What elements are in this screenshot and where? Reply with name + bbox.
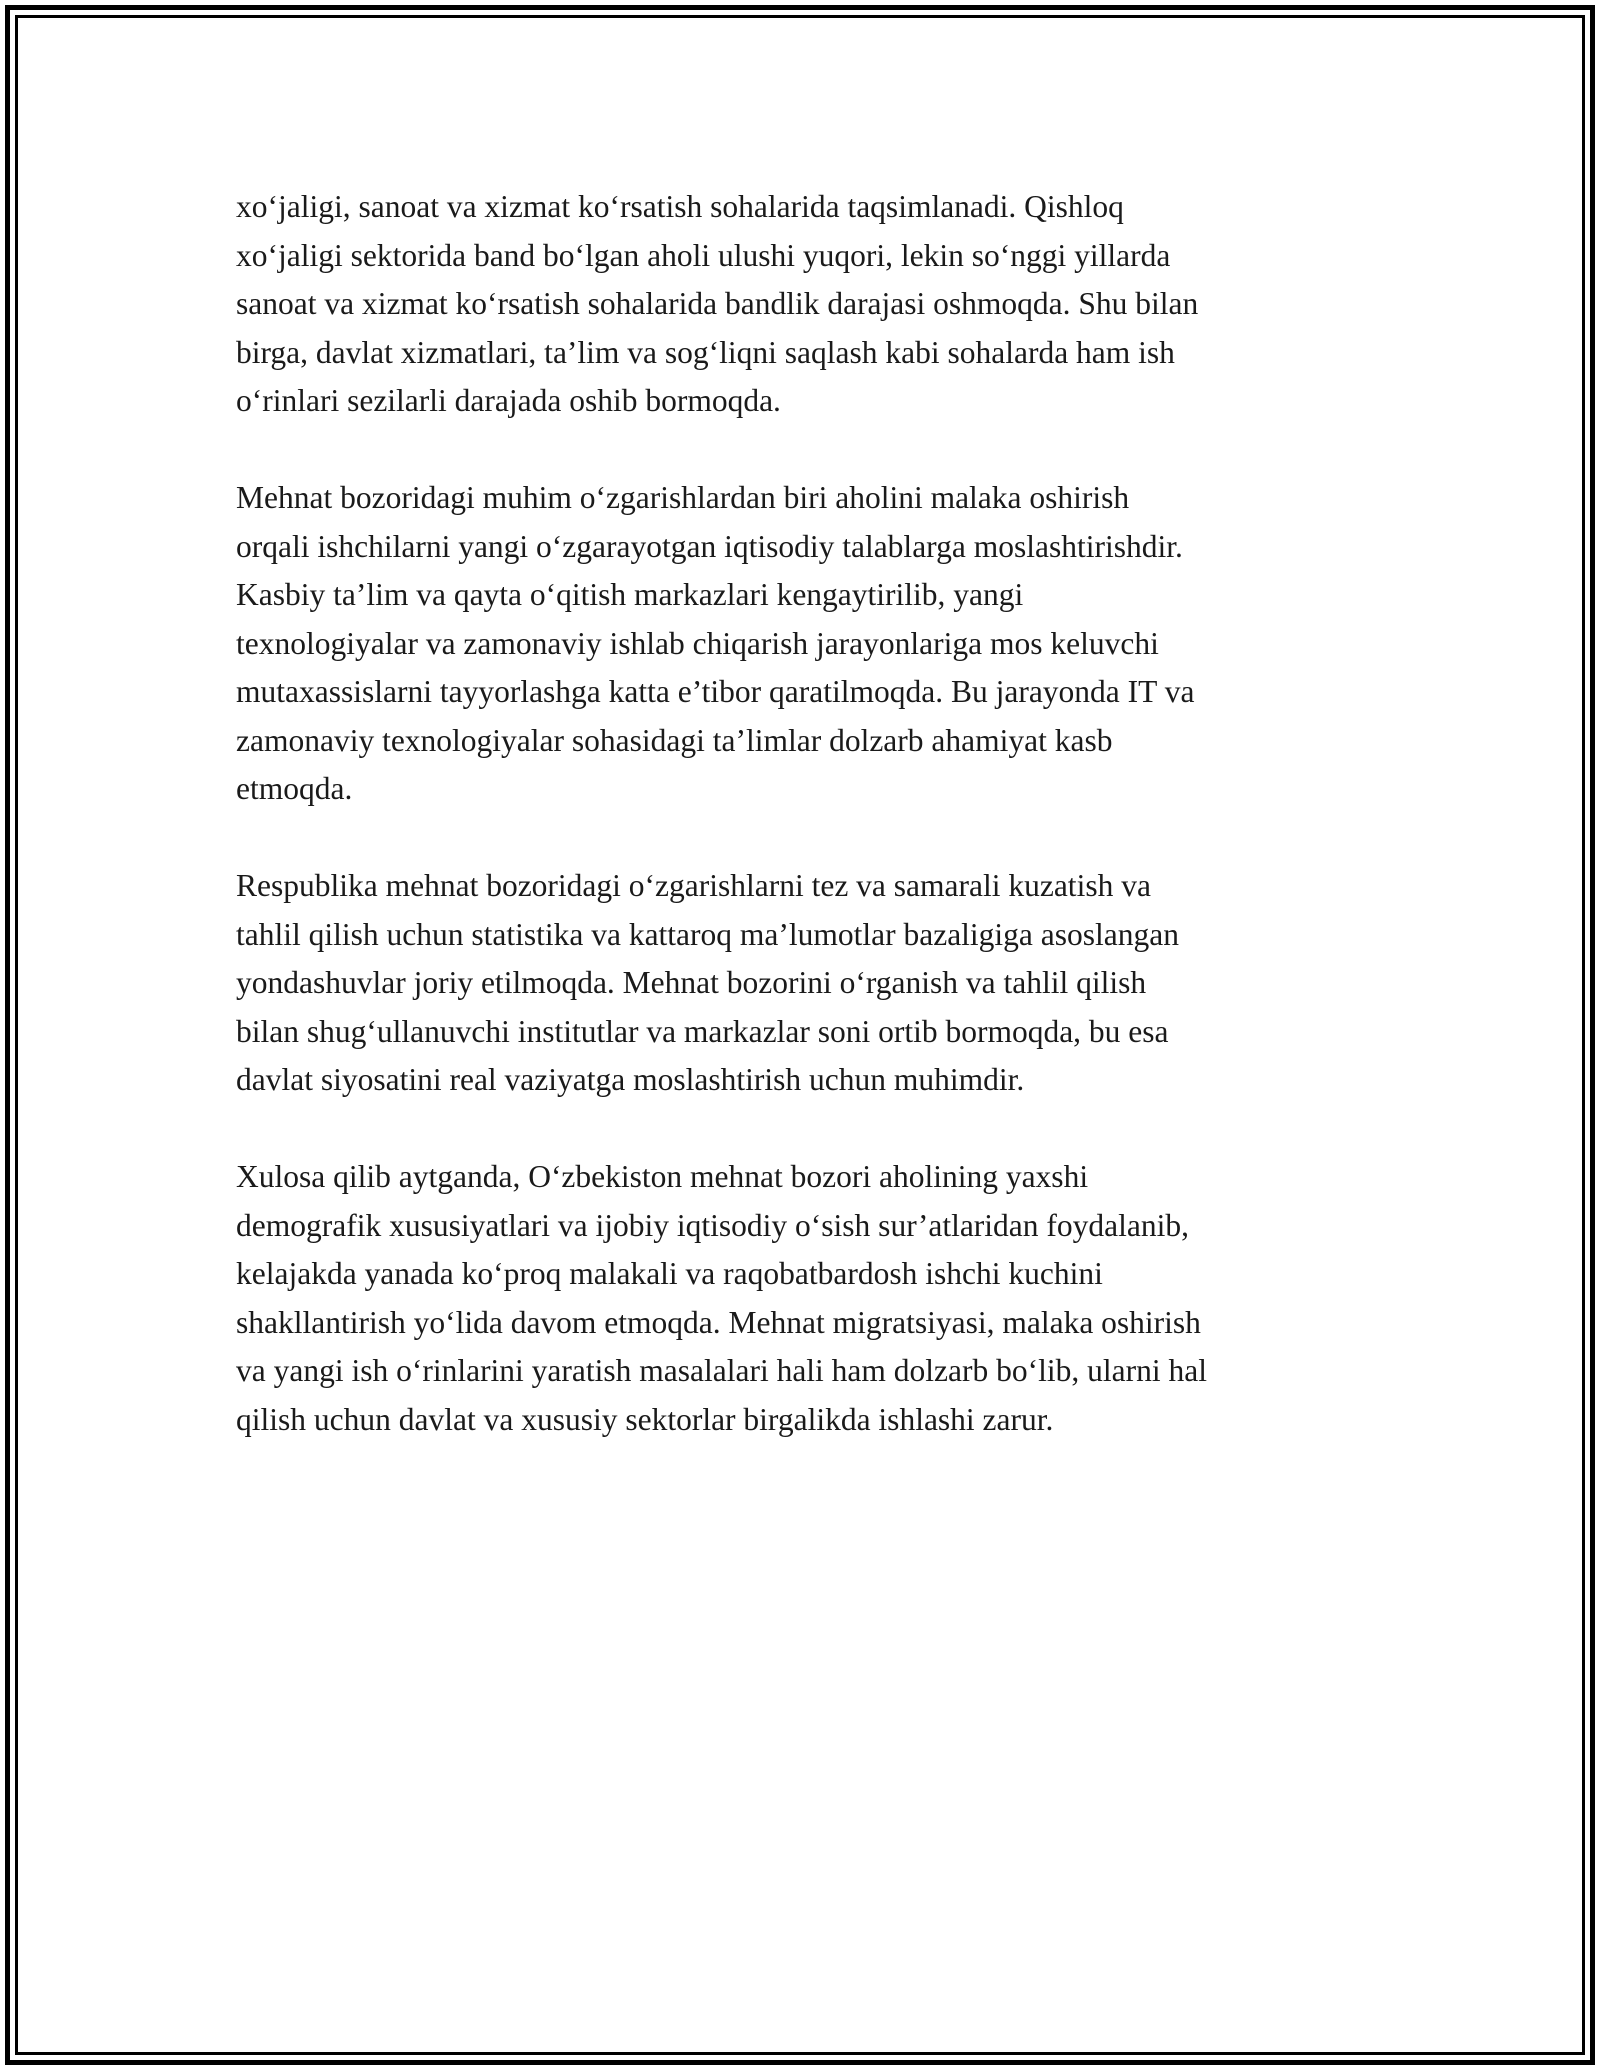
paragraph-conclusion: Xulosa qilib aytganda, O‘zbekiston mehnat bozori aholining yaxshi demografik xususiyatlari va ijobiy iqtisodiy o‘sish sur’atlaridan foydalanib, kelajakda yanada ko‘proq malakali va raqobatbardosh ishchi kuchini shakllantirish yo‘lida davom etmoqda. Mehnat migratsiyasi, malaka oshirish va yangi ish o‘rinlarini yaratish masalalari hali ham dolzarb bo‘lib, ularni hal qilish uchun davlat va xususiy sektorlar birgalikda ishlashi zarur. xyxy=(236,1159,1207,1437)
document-body xyxy=(236,183,1376,1493)
paragraph-sector-distribution: xo‘jaligi, sanoat va xizmat ko‘rsatish sohalarida taqsimlanadi. Qishloq xo‘jaligi sektorida band bo‘lgan aholi ulushi yuqori, lekin so‘nggi yillarda sanoat va xizmat ko‘rsatish sohalarida bandlik darajasi oshmoqda. Shu bilan birga, davlat xizmatlari, ta’lim va sog‘liqni saqlash kabi sohalarda ham ish o‘rinlari sezilarli darajada oshib bormoqda. xyxy=(236,189,1199,418)
paragraph-skills-training: Mehnat bozoridagi muhim o‘zgarishlardan biri aholini malaka oshirish orqali ishchilarni yangi o‘zgarayotgan iqtisodiy talablarga moslashtirishdir. Kasbiy ta’lim va qayta o‘qitish markazlari kengaytirilib, yangi texnologiyalar va zamonaviy ishlab chiqarish jarayonlariga mos keluvchi mutaxassislarni tayyorlashga katta e’tibor qaratilmoqda. Bu jarayonda IT va zamonaviy texnologiyalar sohasidagi ta’limlar dolzarb ahamiyat kasb etmoqda. xyxy=(236,480,1195,806)
paragraph-statistics-analysis: Respublika mehnat bozoridagi o‘zgarishlarni tez va samarali kuzatish va tahlil qilish uchun statistika va kattaroq ma’lumotlar bazaligiga asoslangan yondashuvlar joriy etilmoqda. Mehnat bozorini o‘rganish va tahlil qilish bilan shug‘ullanuvchi institutlar va markazlar soni ortib bormoqda, bu esa davlat siyosatini real vaziyatga moslashtirish uchun muhimdir. xyxy=(236,868,1180,1097)
